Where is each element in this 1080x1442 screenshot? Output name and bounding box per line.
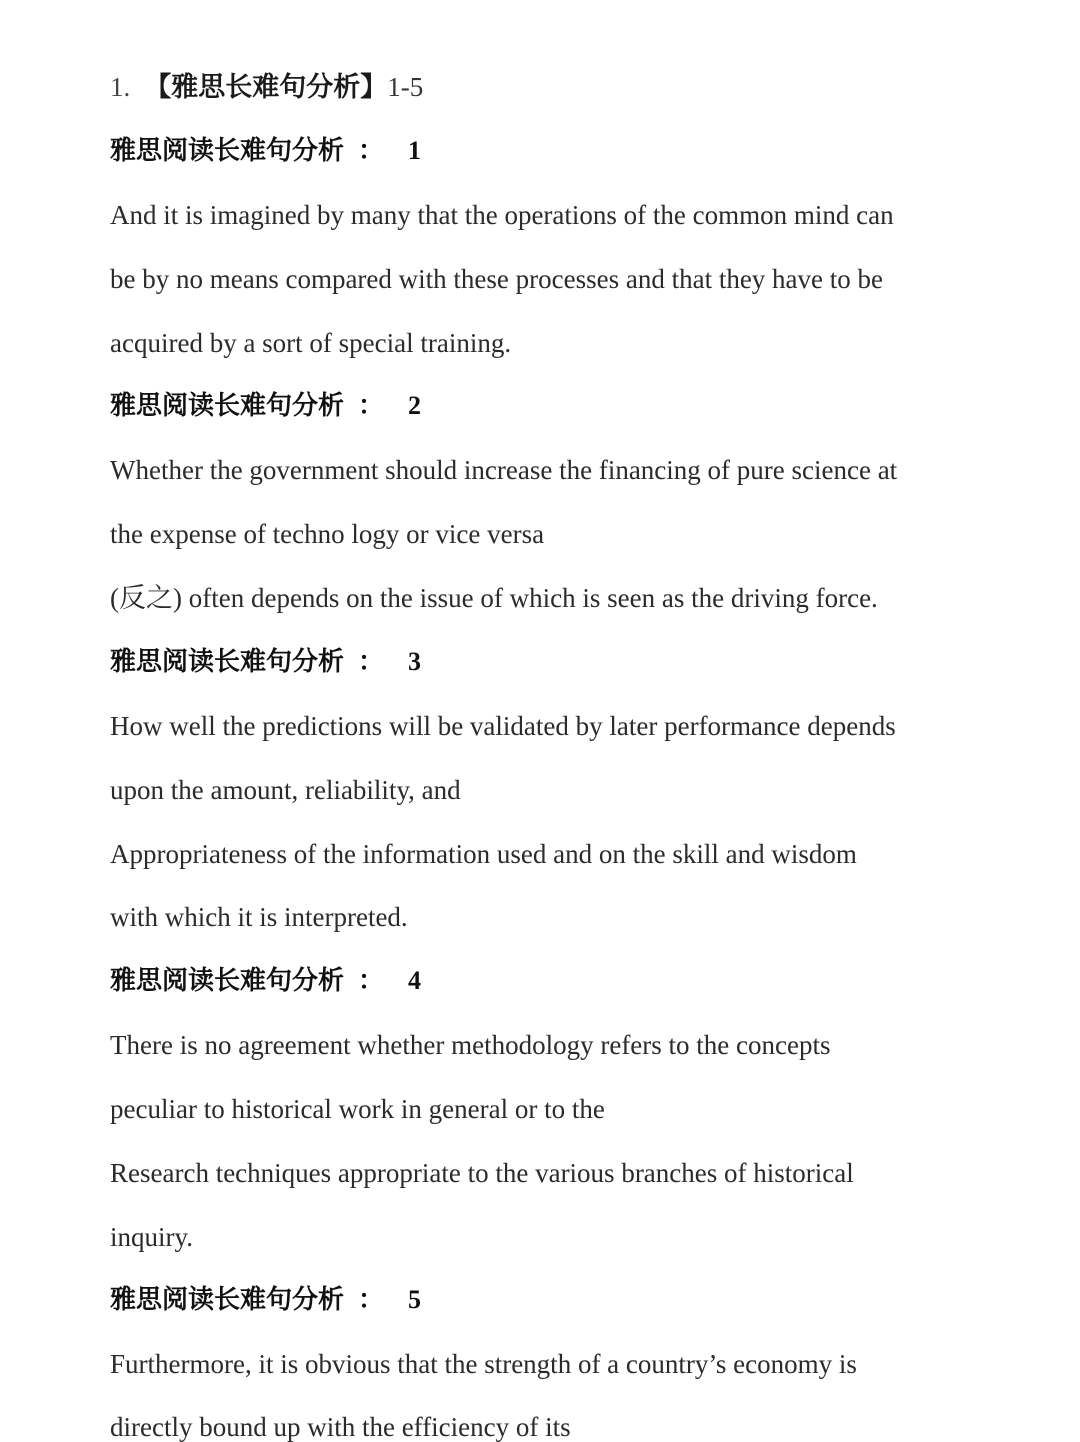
section-heading-colon: ： <box>358 1285 385 1315</box>
sentence-line: There is no agreement whether methodology refers to the concepts <box>110 1030 831 1060</box>
section-heading-text: 雅思阅读长难句分析 <box>110 391 345 421</box>
sentence-line: Whether the government should increase the financing of pure science at <box>110 455 898 485</box>
sentence-line: with which it is interpreted. <box>110 902 408 932</box>
sentence-line: Research techniques appropriate to the various branches of historical <box>110 1158 854 1188</box>
title-number: 1. <box>110 72 131 102</box>
section-heading-colon: ： <box>358 647 385 677</box>
section-number: 5 <box>408 1285 422 1314</box>
section-heading-1 <box>110 138 421 164</box>
sentence-line: acquired by a sort of special training. <box>110 328 512 358</box>
section-heading-text: 雅思阅读长难句分析 <box>110 966 345 996</box>
section-number: 3 <box>408 647 422 676</box>
sentence-line: upon the amount, reliability, and <box>110 775 461 805</box>
sentence-line: inquiry. <box>110 1222 193 1252</box>
sentence-line: (反之) often depends on the issue of which is seen as the driving force. <box>110 583 878 613</box>
sentence-line: directly bound up with the efficiency of its <box>110 1412 571 1442</box>
title-range: 1-5 <box>387 72 424 102</box>
section-heading-text: 雅思阅读长难句分析 <box>110 1285 345 1315</box>
sentence-line: And it is imagined by many that the operations of the common mind can <box>110 200 894 230</box>
sentence-line: How well the predictions will be validated by later performance depends <box>110 711 896 741</box>
section-heading-text: 雅思阅读长难句分析 <box>110 647 345 677</box>
section-number: 4 <box>408 966 422 995</box>
section-heading-colon: ： <box>358 966 385 996</box>
section-heading-colon: ： <box>358 136 385 166</box>
section-heading-text: 雅思阅读长难句分析 <box>110 136 345 166</box>
title-label: 【雅思长难句分析】 <box>144 72 388 103</box>
section-heading-4 <box>110 968 421 994</box>
sentence-line: Appropriateness of the information used and on the skill and wisdom <box>110 839 857 869</box>
sentence-line: be by no means compared with these processes and that they have to be <box>110 264 884 294</box>
section-heading-2 <box>110 393 421 419</box>
section-number: 2 <box>408 391 422 420</box>
section-heading-colon: ： <box>358 391 385 421</box>
section-heading-3 <box>110 649 421 675</box>
sentence-line: the expense of techno logy or vice versa <box>110 519 545 549</box>
sentence-line: peculiar to historical work in general or to the <box>110 1094 605 1124</box>
section-number: 1 <box>408 136 422 165</box>
section-heading-5 <box>110 1287 421 1313</box>
document-title <box>110 74 423 101</box>
sentence-line: Furthermore, it is obvious that the strength of a country’s economy is <box>110 1349 857 1379</box>
